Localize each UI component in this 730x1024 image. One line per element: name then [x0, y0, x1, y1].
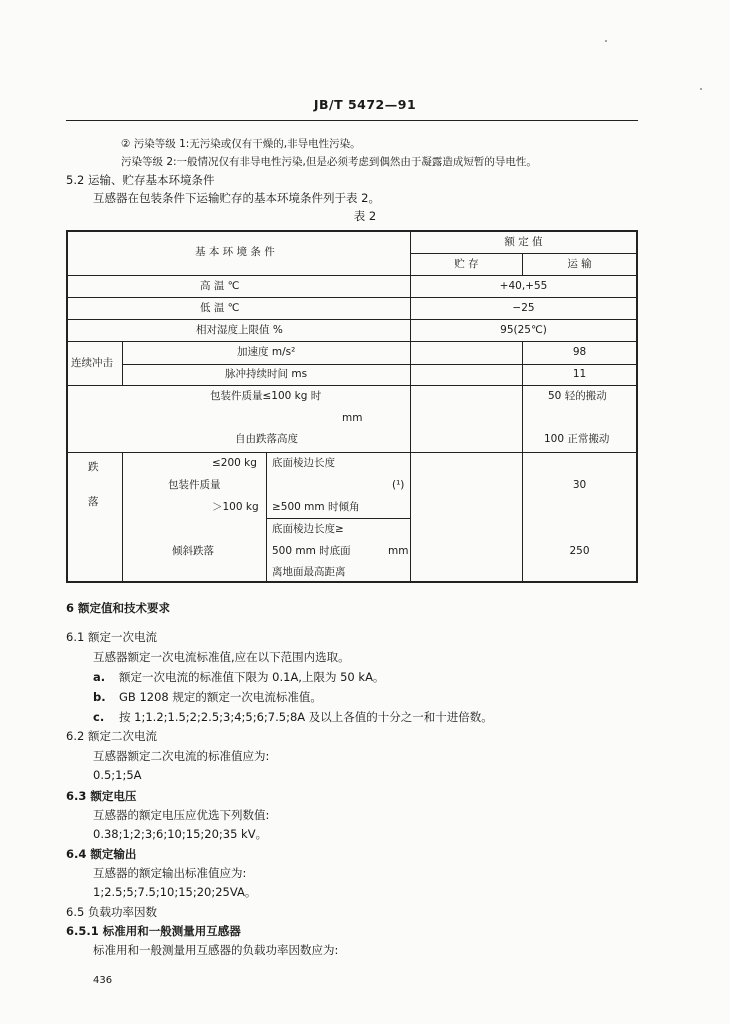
item-c-label: c. [93, 710, 105, 724]
page-number: 436 [93, 975, 113, 986]
section-6-2-heading: 6.2 额定二次电流 [66, 729, 157, 743]
cell-edge-length: 底面棱边长度 [272, 457, 335, 469]
section-6-4-intro: 互感器的额定输出标准值应为: [93, 866, 247, 880]
table-head-storage: 贮 存 [454, 258, 479, 270]
section-6-5-heading: 6.5 负载功率因数 [66, 905, 157, 919]
row-mm-unit: mm [342, 412, 363, 424]
section-6-3-intro: 互感器的额定电压应优选下列数值: [93, 808, 270, 822]
group-drop-2: 落 [88, 496, 99, 508]
cell-corner: ≥500 mm 时倾角 [272, 501, 360, 513]
table-head-transport: 运 输 [567, 258, 592, 270]
group-drop-1: 跌 [88, 461, 99, 473]
section-6-5-1-heading: 6.5.1 标准用和一般测量用互感器 [66, 924, 241, 938]
table-head-rated: 额 定 值 [504, 236, 543, 248]
note-pollution-2: 污染等级 2:一般情况仅有非导电性污染,但是必须考虑到偶然由于凝露造成短暂的导电性。 [121, 156, 537, 168]
cell-note-mark: (¹) [392, 479, 405, 491]
section-6-4-value: 1;2.5;5;7.5;10;15;20;25VA。 [93, 885, 257, 899]
table-head-conditions: 基 本 环 境 条 件 [195, 246, 275, 258]
section-6-2-value: 0.5;1;5A [93, 768, 142, 782]
row-pulse-value: 11 [572, 368, 587, 380]
row-freefall-label: 自由跌落高度 [235, 433, 298, 445]
row-pulse-label: 脉冲持续时间 ms [225, 368, 308, 380]
section-6-1-intro: 互感器额定一次电流标准值,应在以下范围内选取。 [93, 650, 350, 664]
item-b-label: b. [93, 690, 106, 704]
row-freefall-value: 100 正常搬动 [544, 433, 610, 445]
row-high-temp-value: +40,+55 [499, 280, 548, 292]
row-accel-value: 98 [572, 346, 587, 358]
cell-tilt-drop: 倾斜跌落 [172, 545, 214, 557]
cell-tilt-mm: mm [388, 545, 409, 557]
cell-value-250: 250 [569, 545, 590, 557]
section-6-heading: 6 额定值和技术要求 [66, 601, 171, 615]
row-humidity-value: 95(25℃) [500, 324, 547, 336]
group-continuous-shock: 连续冲击 [71, 357, 113, 369]
row-low-temp-label: 低 温 ℃ [200, 302, 240, 314]
row-pkg-mass-label: 包装件质量≤100 kg 时 [210, 390, 322, 402]
cell-gt100: ＞100 kg [212, 501, 259, 513]
item-b-text: GB 1208 规定的额定一次电流标准值。 [119, 690, 322, 704]
row-accel-label: 加速度 m/s² [237, 346, 296, 358]
cell-tilt-length: 底面棱边长度≥ [272, 523, 344, 535]
section-5-2-heading: 5.2 运输、贮存基本环境条件 [66, 173, 215, 187]
cell-tilt-height: 离地面最高距离 [272, 566, 346, 578]
row-humidity-label: 相对湿度上限值 % [196, 324, 283, 336]
cell-pkg-quality: 包装件质量 [168, 479, 221, 491]
row-low-temp-value: −25 [512, 302, 535, 314]
note-pollution-1: ② 污染等级 1:无污染或仅有干燥的,非导电性污染。 [121, 138, 361, 150]
section-6-3-heading: 6.3 额定电压 [66, 789, 137, 803]
scan-speck [605, 40, 607, 42]
header-rule [66, 120, 638, 121]
section-6-3-value: 0.38;1;2;3;6;10;15;20;35 kV。 [93, 827, 268, 841]
section-6-5-1-intro: 标准用和一般测量用互感器的负载功率因数应为: [93, 943, 339, 957]
cell-tilt-500: 500 mm 时底面 [272, 545, 351, 557]
row-high-temp-label: 高 温 ℃ [200, 280, 240, 292]
document-header: JB/T 5472—91 [313, 97, 417, 112]
scan-speck [700, 88, 702, 90]
item-a-label: a. [93, 670, 106, 684]
cell-value-30: 30 [572, 479, 587, 491]
section-5-2-text: 互感器在包装条件下运输贮存的基本环境条件列于表 2。 [93, 191, 380, 205]
table-caption: 表 2 [353, 209, 377, 223]
row-pkg-mass-value: 50 轻的搬动 [548, 390, 607, 402]
cell-le200: ≤200 kg [212, 457, 257, 469]
item-c-text: 按 1;1.2;1.5;2;2.5;3;4;5;6;7.5;8A 及以上各值的十分之一和十进倍数。 [119, 710, 493, 724]
section-6-2-intro: 互感器额定二次电流的标准值应为: [93, 749, 270, 763]
item-a-text: 额定一次电流的标准值下限为 0.1A,上限为 50 kA。 [119, 670, 385, 684]
section-6-1-heading: 6.1 额定一次电流 [66, 630, 157, 644]
section-6-4-heading: 6.4 额定输出 [66, 847, 137, 861]
